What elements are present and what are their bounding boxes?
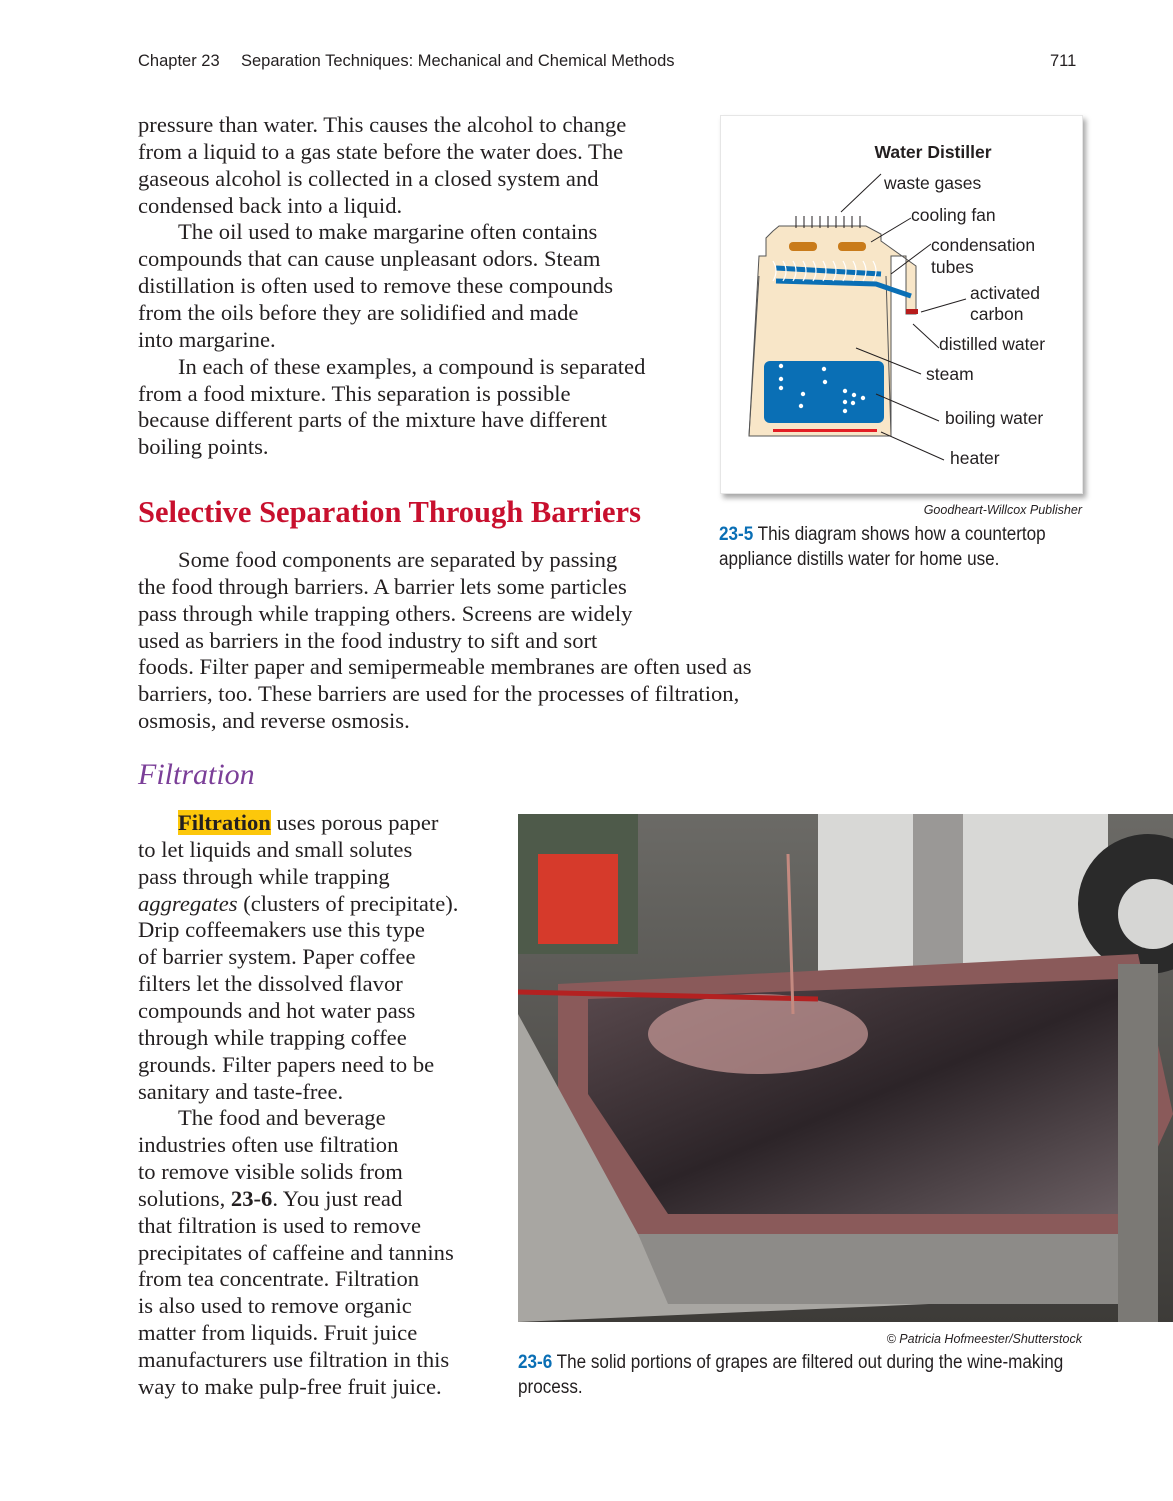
text-line: gaseous alcohol is collected in a closed system and	[138, 165, 599, 191]
text-line: manufacturers use filtration in this	[138, 1347, 450, 1372]
text-line: Drip coffeemakers use this type	[138, 917, 425, 943]
text-line: barriers, too. These barriers are used for the processes of filtration,	[138, 681, 740, 707]
text-line: precipitates of caffeine and tannins	[138, 1239, 454, 1265]
text-line: condensed back into a liquid.	[138, 192, 403, 218]
text-line: pressure than water. This causes the alcohol to change	[138, 112, 627, 137]
photo-figure-number: 23-6	[518, 1352, 553, 1373]
label-activated: activated	[970, 283, 1041, 303]
wine-filtration-photo	[518, 814, 1173, 1322]
text-line: from a food mixture. This separation is possible	[138, 380, 571, 406]
text-line: In each of these examples, a compound is separated	[178, 353, 646, 379]
subsection-heading: Filtration	[138, 758, 255, 791]
text-line: of barrier system. Paper coffee	[138, 944, 416, 970]
page-number: 711	[1050, 52, 1077, 70]
figure-credit: Goodheart-Willcox Publisher	[923, 503, 1082, 517]
text-line	[138, 891, 458, 917]
text-line: The food and beverage	[178, 1105, 386, 1131]
text-segment: 23-6	[230, 1185, 273, 1211]
figure-number: 23-5	[719, 524, 754, 545]
text-line: from a liquid to a gas state before the water does. The	[138, 138, 624, 164]
text-line: that filtration is used to remove	[138, 1212, 421, 1238]
text-segment: (clusters of precipitate).	[237, 890, 459, 916]
figure-caption-line-2: appliance distills water for home use.	[719, 549, 1000, 570]
text-line: sanitary and taste-free.	[138, 1078, 344, 1104]
text-line: industries often use filtration	[138, 1132, 399, 1158]
running-header-title: Separation Techniques: Mechanical and Chemical Methods	[241, 52, 675, 70]
photo-credit: © Patricia Hofmeester/Shutterstock	[886, 1332, 1082, 1346]
text-segment: uses porous paper	[270, 810, 439, 835]
text-line: pass through while trapping	[138, 863, 390, 889]
section-heading: Selective Separation Through Barriers	[138, 495, 641, 529]
text-line: distillation is often used to remove these compounds	[138, 273, 614, 299]
text-line	[178, 810, 438, 836]
text-line: filters let the dissolved flavor	[138, 971, 403, 997]
text-line	[138, 1186, 402, 1212]
text-line: boiling points.	[138, 434, 269, 460]
label-tubes: tubes	[931, 257, 974, 277]
label-carbon: carbon	[970, 304, 1024, 324]
water-distiller-diagram	[720, 115, 1083, 494]
label-cooling-fan: cooling fan	[911, 205, 996, 225]
text-line: grounds. Filter papers need to be	[138, 1051, 435, 1077]
text-line: to let liquids and small solutes	[138, 836, 413, 862]
text-segment: solutions,	[138, 1185, 231, 1211]
figure-caption	[719, 522, 1046, 547]
caption-text: This diagram shows how a countertop	[753, 524, 1046, 545]
running-header-chapter: Chapter 23	[138, 52, 220, 70]
text-line: Some food components are separated by passing	[178, 547, 618, 572]
text-line: is also used to remove organic	[138, 1293, 412, 1319]
label-waste-gases: waste gases	[884, 173, 982, 193]
text-line: to remove visible solids from	[138, 1159, 403, 1185]
heater-element	[773, 429, 877, 432]
text-line: osmosis, and reverse osmosis.	[138, 708, 410, 734]
text-line: because different parts of the mixture have different	[138, 407, 608, 433]
label-heater: heater	[950, 448, 1000, 468]
text-line: the food through barriers. A barrier lets some particles	[138, 573, 627, 599]
text-line: pass through while trapping others. Screens are widely	[138, 600, 633, 626]
text-line: used as barriers in the food industry to sift and sort	[138, 627, 598, 653]
text-line: from tea concentrate. Filtration	[138, 1266, 420, 1292]
text-line: from the oils before they are solidified and made	[138, 299, 579, 325]
photo-caption-line-2: process.	[518, 1377, 583, 1398]
text-line: matter from liquids. Fruit juice	[138, 1320, 418, 1346]
text-segment: aggregates	[138, 890, 238, 916]
text-line: compounds and hot water pass	[138, 997, 416, 1023]
label-steam: steam	[926, 364, 974, 384]
caption-text: The solid portions of grapes are filtered out during the wine-making	[552, 1352, 1064, 1373]
text-line: compounds that can cause unpleasant odors. Steam	[138, 246, 601, 272]
text-line: into margarine.	[138, 326, 276, 352]
key-term-highlight: Filtration	[178, 810, 271, 835]
label-boiling-water: boiling water	[945, 408, 1044, 428]
text-segment: . You just read	[272, 1185, 403, 1211]
label-condensation: condensation	[931, 235, 1036, 255]
photo-caption	[518, 1350, 1063, 1375]
text-line: through while trapping coffee	[138, 1024, 407, 1050]
text-line: foods. Filter paper and semipermeable membranes are often used as	[138, 654, 752, 680]
text-line: way to make pulp-free fruit juice.	[138, 1373, 442, 1399]
label-distilled-water: distilled water	[939, 334, 1046, 354]
text-line: The oil used to make margarine often contains	[178, 219, 598, 245]
diagram-title: Water Distiller	[874, 142, 992, 162]
